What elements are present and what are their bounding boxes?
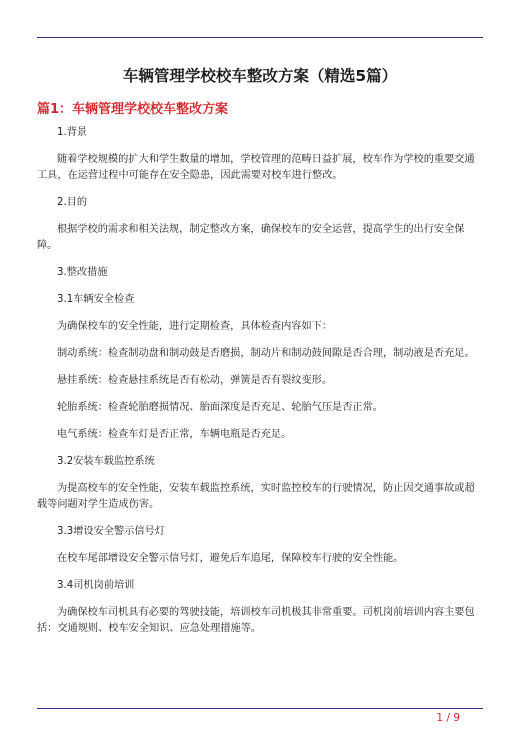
- page-number: 1 / 9: [436, 712, 460, 724]
- paragraph-suspension-system: 悬挂系统：检查悬挂系统是否有松动，弹簧是否有裂纹变形。: [57, 375, 333, 386]
- paragraph-brake-system: 制动系统：检查制动盘和制动鼓是否磨损，制动片和制动鼓间隙是否合理，制动液是否充足。: [57, 348, 475, 359]
- paragraph-electrical-system: 电气系统：检查车灯是否正常，车辆电瓶是否充足。: [57, 429, 292, 440]
- heading-purpose: 2.目的: [57, 197, 88, 208]
- heading-driver-training: 3.4司机岗前培训: [57, 580, 135, 591]
- paragraph-driver-training: 为确保校车司机具有必要的驾驶技能，培训校车司机极其非常重要。司机岗前培训内容主要包括：交通规则、校车安全知识、应急处理措施等。: [37, 607, 475, 634]
- paragraph-check-intro: 为确保校车的安全性能，进行定期检查，具体检查内容如下：: [57, 321, 333, 332]
- footer-rule: [37, 708, 483, 709]
- heading-monitoring-system: 3.2安装车载监控系统: [57, 456, 155, 467]
- paragraph-warning-lights: 在校车尾部增设安全警示信号灯，避免后车追尾，保障校车行驶的安全性能。: [57, 553, 404, 564]
- heading-measures: 3.整改措施: [57, 267, 108, 278]
- header-rule: [37, 37, 483, 38]
- paragraph-monitoring-system: 为提高校车的安全性能，安装车载监控系统，实时监控校车的行驶情况，防止因交通事故或超载等问题对学生造成伤害。: [37, 483, 475, 510]
- document-body: [37, 125, 483, 637]
- paragraph-background: 随着学校规模的扩大和学生数量的增加，学校管理的范畴日益扩展，校车作为学校的重要交通工具，在运营过程中可能存在安全隐患，因此需要对校车进行整改。: [37, 154, 475, 181]
- heading-vehicle-safety-check: 3.1车辆安全检查: [57, 294, 135, 305]
- document-title: 车辆管理学校校车整改方案（精选5篇）: [122, 67, 398, 85]
- paragraph-tire-system: 轮胎系统：检查轮胎磨损情况、胎面深度是否充足、轮胎气压是否正常。: [57, 402, 383, 413]
- heading-background: 1.背景: [57, 127, 88, 138]
- heading-warning-lights: 3.3增设安全警示信号灯: [57, 526, 165, 537]
- section-title: 篇1：车辆管理学校校车整改方案: [37, 102, 229, 117]
- paragraph-purpose: 根据学校的需求和相关法规，制定整改方案，确保校车的安全运营，提高学生的出行安全保障。: [37, 224, 465, 251]
